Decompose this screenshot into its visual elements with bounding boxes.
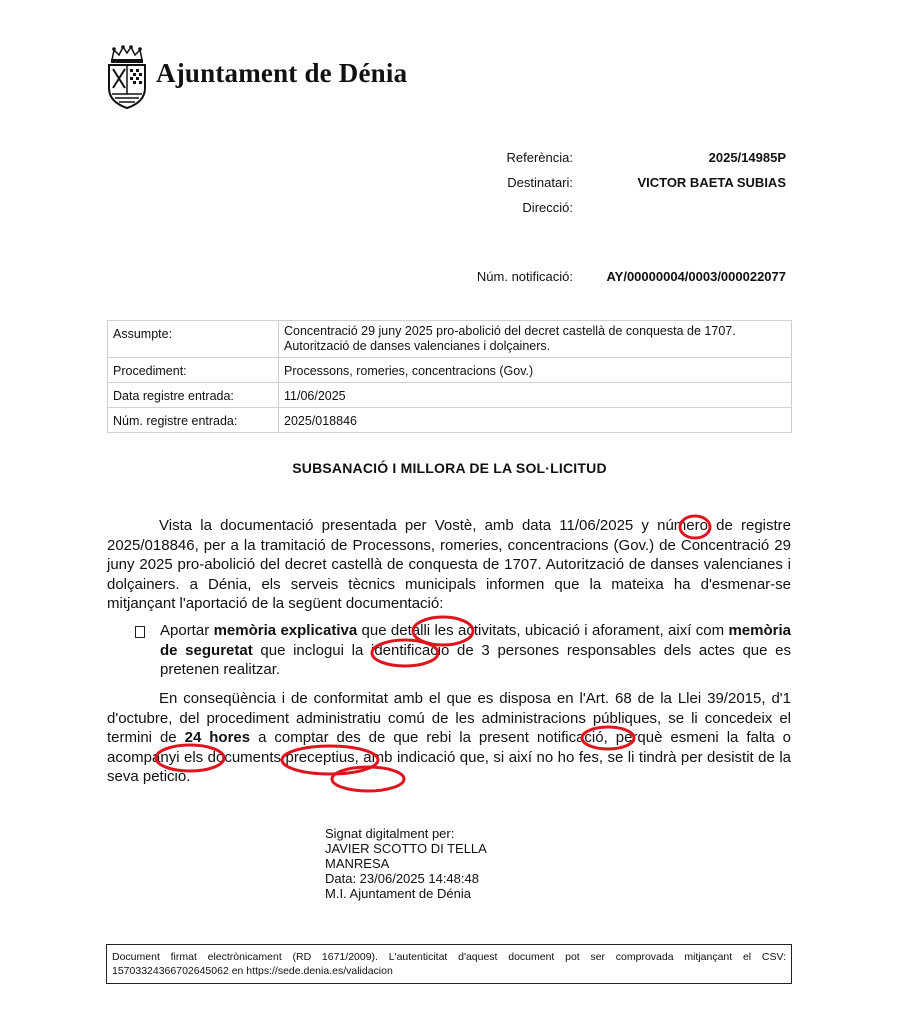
bullet-mid: que detalli les activitats, ubicació i aforament, així com — [357, 622, 729, 639]
signature-line-2: JAVIER SCOTTO DI TELLA — [325, 841, 487, 856]
p2-pre: En conseqüència i de conformitat amb el que es disposa en l'Art. 68 de la Llei 39/2015, d'1 d'octubre, del procediment administratiu comú de les administracions públiques, se li concedeix el termini de — [107, 690, 791, 746]
paragraph-intro: Vista la documentació presentada per Vostè, amb data 11/06/2025 y número de registre 2025/018846, per a la tramitació de Processons, romeries, concentracions (Gov.) de Concentració 29 juny 2025 pro-abolició del decret castellà de conquesta de 1707. Autorització de danses valencianes i dolçainers. a Dénia, els serveis tècnics municipals informen que la mateixa ha d'esmenar-se mitjançant l'aportació de la següent documentació: — [107, 517, 791, 612]
paragraph-deadline — [107, 689, 791, 787]
csv-footer-box: Document firmat electrònicament (RD 1671/2009). L'autenticitat d'aquest document pot ser comprovada mitjançant el CSV: 15703324366702645062 en https://sede.denia.es/validacion — [106, 944, 792, 984]
procediment-value: Processons, romeries, concentracions (Gov.) — [279, 358, 792, 383]
data-registre-label: Data registre entrada: — [108, 383, 279, 408]
signature-line-1: Signat digitalment per: — [325, 826, 455, 841]
p2-post: a comptar des de que rebi la present notificació, perquè esmeni la falta o acompanyi els documents preceptius, amb indicació que, si així no ho fes, se li tindrà per desistit de la seva petició. — [107, 729, 792, 785]
table-row — [108, 408, 792, 433]
assumpte-value-line1: Concentració 29 juny 2025 pro-abolició del decret castellà de conquesta de 1707. — [284, 324, 736, 338]
assumpte-value-line2: Autorització de danses valencianes i dolçainers. — [284, 339, 551, 353]
destinatari-label: Destinatari: — [507, 175, 573, 190]
data-registre-value: 11/06/2025 — [279, 383, 792, 408]
referencia-label: Referència: — [506, 150, 573, 165]
p2-bold: 24 hores — [184, 729, 251, 746]
assumpte-value — [279, 321, 792, 358]
notificacio-value: AY/00000004/0003/000022077 — [606, 269, 786, 284]
brand-title: Ajuntament de Dénia — [156, 58, 408, 88]
direccio-label: Direcció: — [522, 200, 573, 215]
destinatari-value: VICTOR BAETA SUBIAS — [637, 175, 786, 190]
num-registre-value: 2025/018846 — [279, 408, 792, 433]
bullet-bold-2: memòria de seguretat — [160, 622, 791, 659]
bullet-symbol — [135, 626, 145, 638]
expedient-info-table — [107, 320, 792, 433]
signature-line-3: MANRESA — [325, 856, 390, 871]
bullet-item — [160, 621, 791, 680]
num-registre-label: Núm. registre entrada: — [108, 408, 279, 433]
municipal-crest-logo — [106, 44, 148, 110]
table-row — [108, 383, 792, 408]
bullet-bold-1: memòria explicativa — [213, 622, 358, 639]
procediment-label: Procediment: — [108, 358, 279, 383]
digital-signature — [325, 826, 487, 901]
document-title: SUBSANACIÓ I MILLORA DE LA SOL·LICITUD — [292, 460, 607, 476]
signature-line-4: Data: 23/06/2025 14:48:48 — [325, 871, 479, 886]
signature-line-5: M.I. Ajuntament de Dénia — [325, 886, 471, 901]
table-row — [108, 358, 792, 383]
bullet-post: que inclogui la identificació de 3 persones responsables dels actes que es pretenen realitzar. — [160, 641, 791, 678]
bullet-pre: Aportar — [160, 622, 214, 639]
referencia-value: 2025/14985P — [708, 150, 786, 165]
assumpte-label: Assumpte: — [108, 321, 279, 358]
table-row — [108, 321, 792, 358]
notificacio-label: Núm. notificació: — [476, 269, 573, 284]
